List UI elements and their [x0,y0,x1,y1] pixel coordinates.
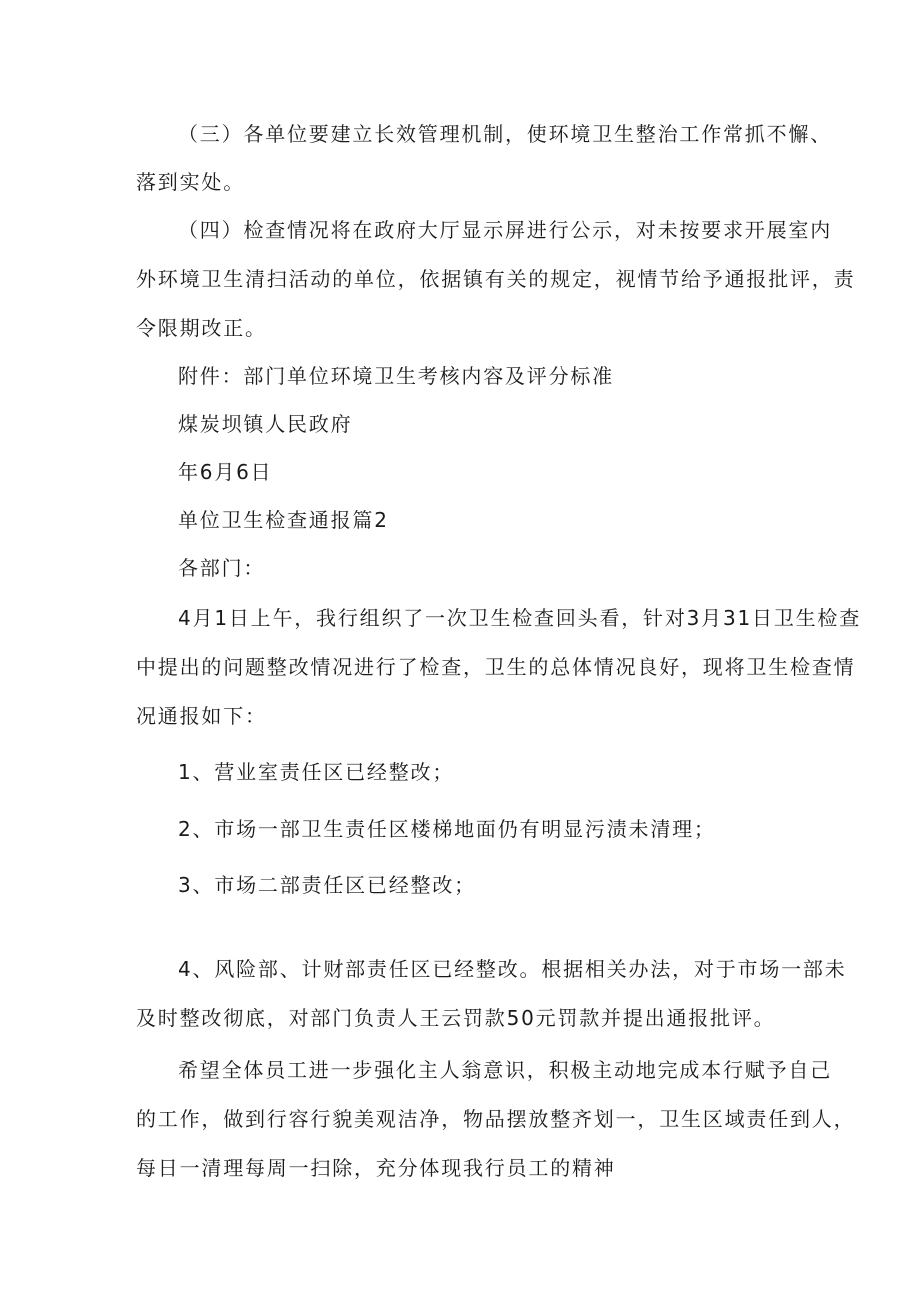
paragraph-line: （三）各单位要建立长效管理机制，使环境卫生整治工作常抓不懈、 [178,122,832,146]
date-line: 年6月6日 [178,460,273,484]
issuer-line: 煤炭坝镇人民政府 [178,412,353,436]
paragraph-line: 令限期改正。 [136,316,267,340]
paragraph-line: 4月1日上午，我行组织了一次卫生检查回头看，针对3月31日卫生检查 [178,606,862,630]
paragraph-line: 希望全体员工进一步强化主人翁意识，积极主动地完成本行赋予自己 [178,1058,832,1082]
list-item: 1、营业室责任区已经整改； [178,760,455,784]
section-heading: 单位卫生检查通报篇2 [178,508,389,532]
salutation-line: 各部门： [178,556,266,580]
paragraph-line: 况通报如下： [136,704,267,728]
paragraph-line: 落到实处。 [136,170,245,194]
paragraph-line: 外环境卫生清扫活动的单位，依据镇有关的规定，视情节给予通报批评，责 [136,267,856,291]
list-item: 4、风险部、计财部责任区已经整改。根据相关办法，对于市场一部未 [178,957,847,981]
attachment-line: 附件：部门单位环境卫生考核内容及评分标准 [178,364,614,388]
paragraph-line: 的工作，做到行容行貌美观洁净，物品摆放整齐划一，卫生区域责任到人， [136,1107,856,1131]
paragraph-line: 及时整改彻底，对部门负责人王云罚款50元罚款并提出通报批评。 [136,1006,776,1030]
paragraph-line: 每日一清理每周一扫除，充分体现我行员工的精神 [136,1156,616,1180]
list-item: 2、市场一部卫生责任区楼梯地面仍有明显污渍未清理； [178,817,716,841]
list-item: 3、市场二部责任区已经整改； [178,873,476,897]
paragraph-line: （四）检查情况将在政府大厅显示屏进行公示，对未按要求开展室内 [178,218,832,242]
paragraph-line: 中提出的问题整改情况进行了检查，卫生的总体情况良好，现将卫生检查情 [136,655,856,679]
